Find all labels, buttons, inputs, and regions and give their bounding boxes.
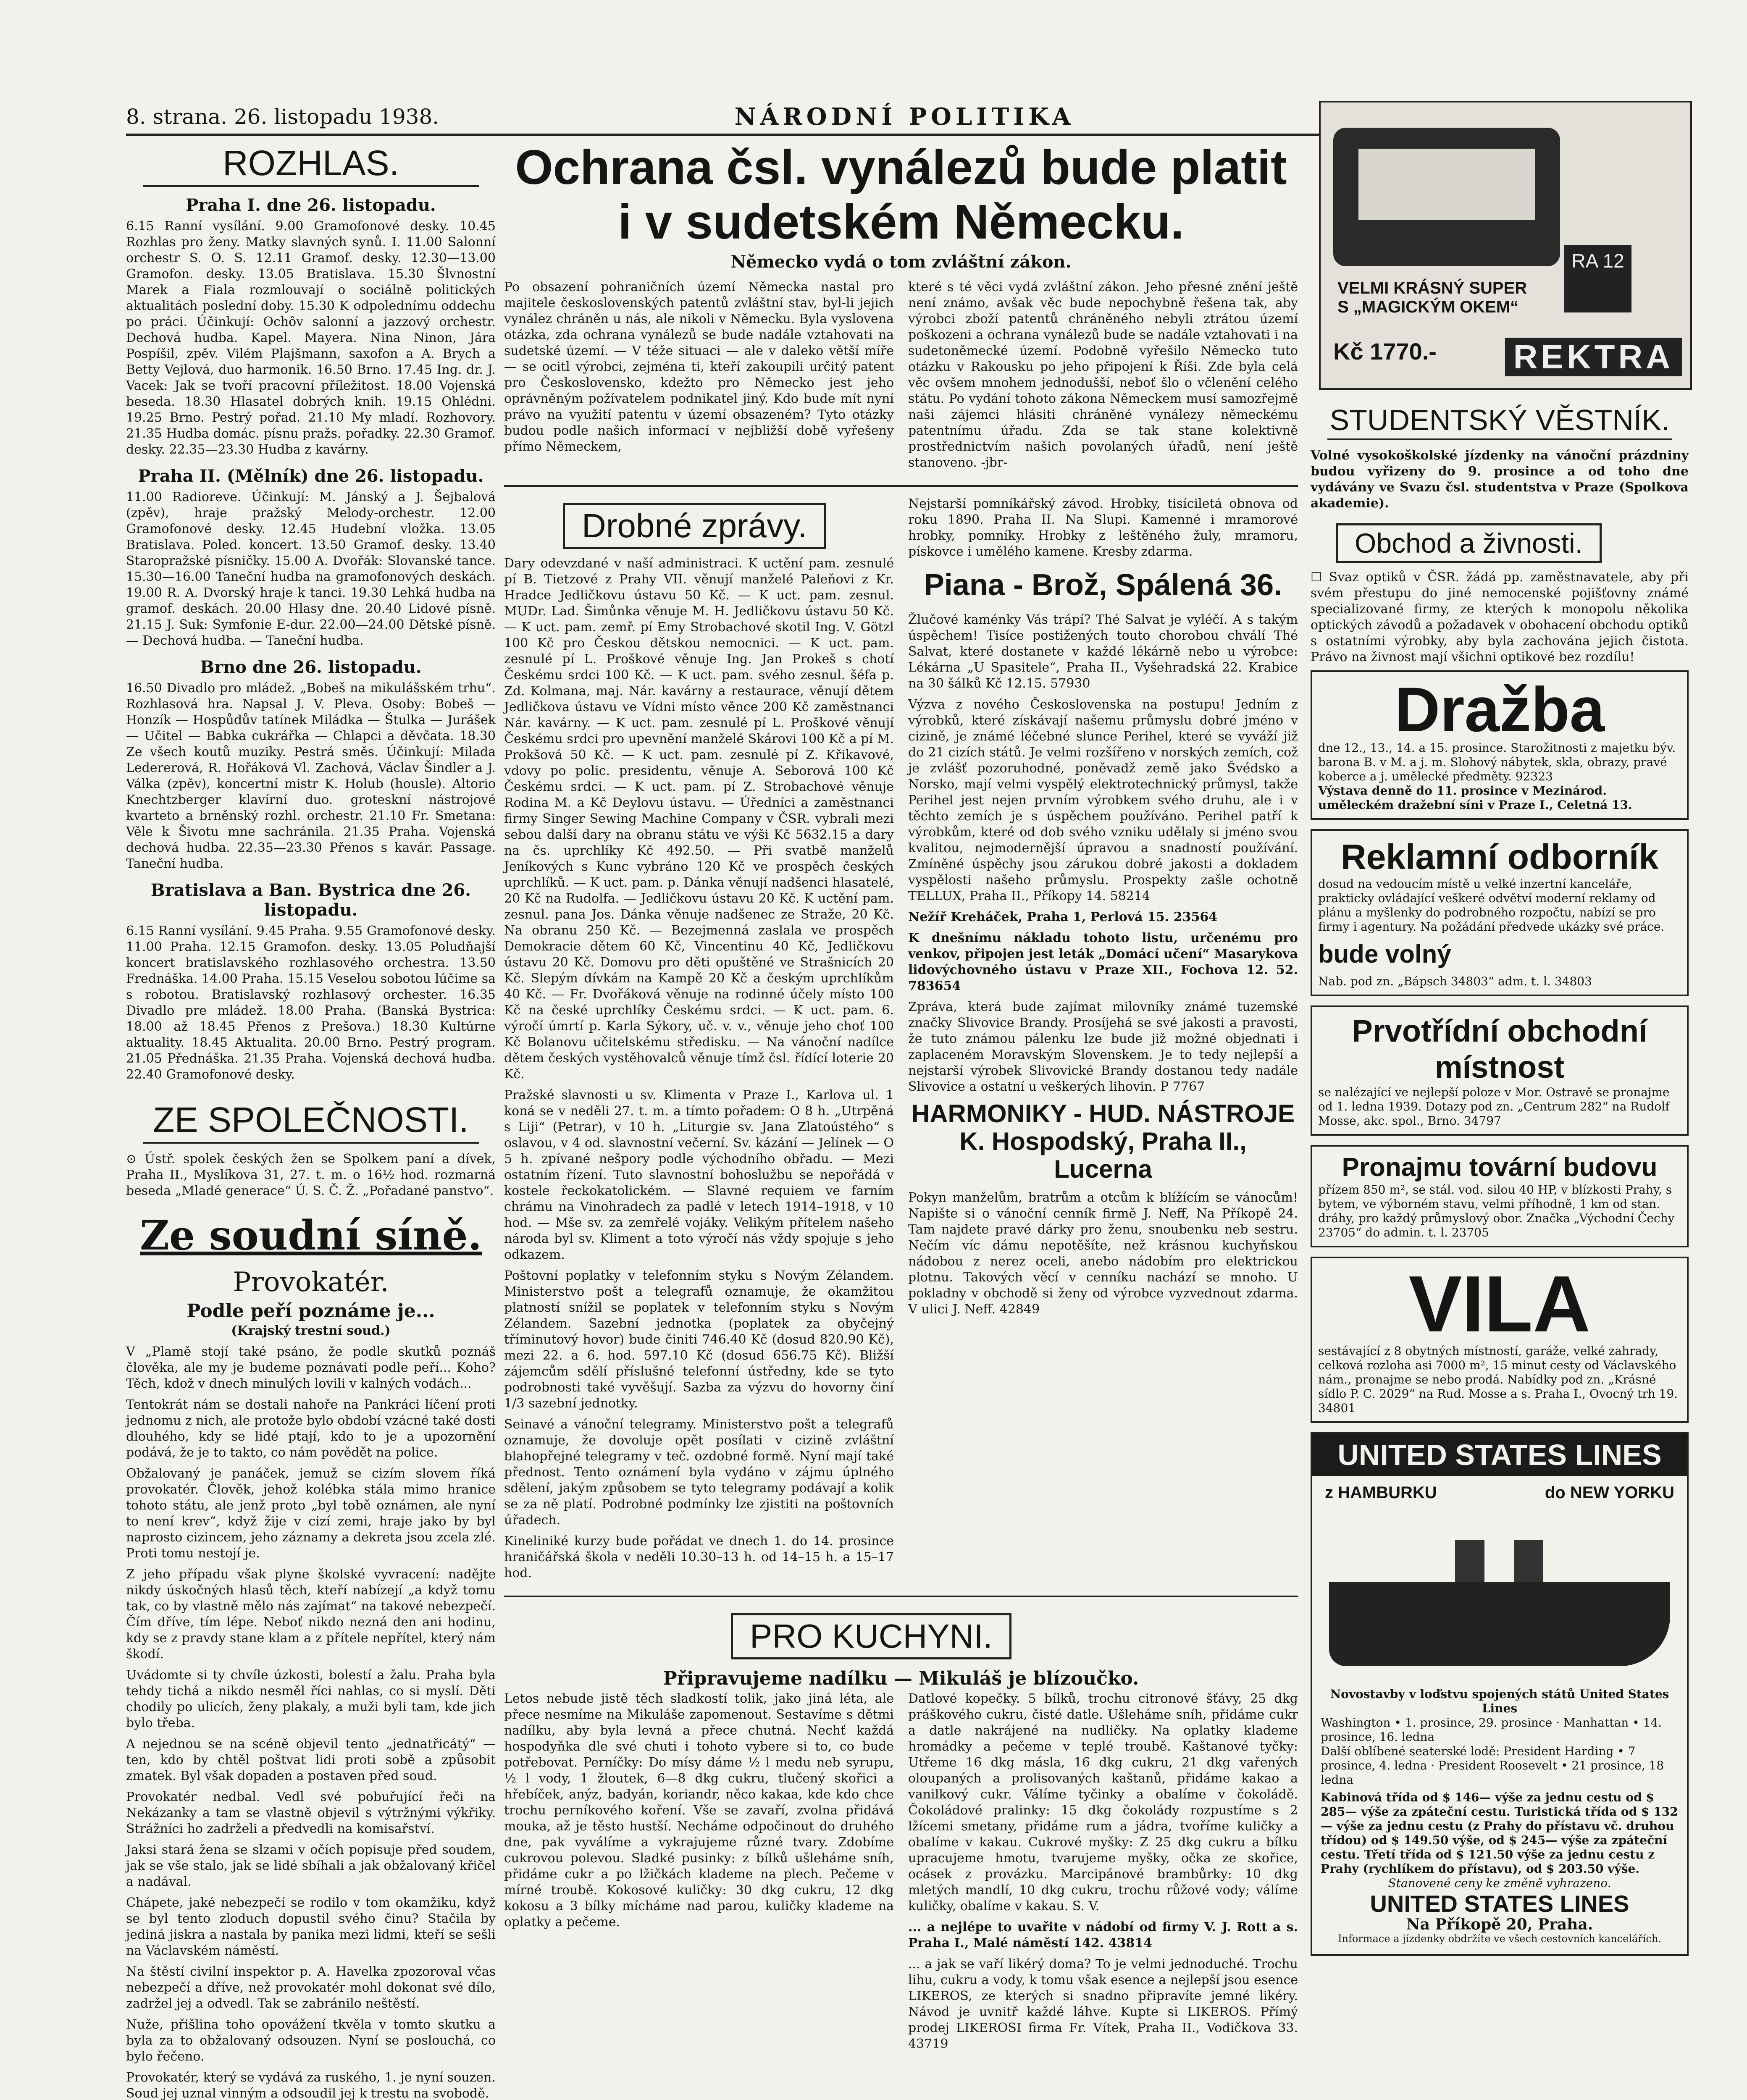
drobne-text-4: Seinavé a vánoční telegramy. Ministerstvo pošt a telegrafů oznamuje, že dovoluje opět posílati v cizině zvláštní blahopřejné telegramy v teč. ozdobné formě. Nyní mají také přednost. Tento oznámení byla vydáno v zájmu úplného sdělení, jakým způsobem se tyto telegramy podávají a kolik se za ně platí. Podrobné podmínky lze zjistiti na poštovních úřadech. bbox=[504, 1417, 894, 1528]
slivovice-ad: Zpráva, která bude zajímat milovníky známé tuzemské značky Slivovice Brandy. Prosíjehá se své jakosti a pravosti, že tuto známou pálenku lze bude již možné objednati i zaplaceném Moravským Slovenskem. Je to tedy nejlepší a nejstarší výrobek Slivovické Brandy dostanou tedy nadále Slivovice a ostatní u veškerých lihovin. P 7767 bbox=[908, 1000, 1298, 1094]
usl-note: Stanovené ceny ke změně vyhrazeno. bbox=[1388, 1876, 1611, 1890]
rozhlas-head-4: Bratislava a Ban. Bystrica dne 26. listopadu. bbox=[150, 880, 471, 920]
kuchyne-text-1: Letos nebude jistě těch sladkostí tolik, jako jiná léta, ale přece nesmíme na Mikuláše zapomenout. Sestavíme s dětmi nadílku, aby byla levná a přece chutná. Nechť každá hospodyňka dle své chuti i tohoto vybere si to, co bude potřebovat. Perníčky: Do mísy dáme ½ l medu neb syrupu, ½ l vody, 1 žloutek, 6—8 dkg cukru, tlučený skořici a hřebíček, anýz, badyán, koriandr, něco kakaa, kde kdo chce trochu perníkového koření. Vše se zavaří, zvolna přidává mouka, až je těsto hustší. Necháme odpočinout do druhého dne, pak vyválíme a vykrajujeme různé tvary. Zdobíme cukrovou polevou. Sladké pusinky: z bílků ušleháme sníh, přidáme cukr a po lžičkách klademe na plech. Pečeme v mírné troubě. Kokosové kuličky: 30 dkg cukru, 12 dkg kokosu a 3 bílky mícháme nad parou, kuličky klademe na oplatky a pečeme. bbox=[504, 1691, 894, 1929]
mistnost-ad bbox=[1311, 1005, 1689, 1136]
rozhlas-schedule bbox=[126, 195, 496, 1083]
soud-paragraph: Provokatér nedbal. Vedl své pobuřující řeči na Nekázanky a tam se vlastně objevil s výtržnými výkřiky. Strážníci ho zadrželi a předvedli na komisařství. bbox=[126, 1790, 496, 1836]
mistnost-title: Prvotřídní obchodní místnost bbox=[1352, 1013, 1647, 1084]
spolecnost-title: ZE SPOLEČNOSTI. bbox=[143, 1100, 479, 1144]
ship-hull bbox=[1329, 1582, 1670, 1666]
reklamni-contact: Nab. pod zn. „Bápsch 34803“ adm. t. l. 34803 bbox=[1318, 974, 1592, 988]
usl-route bbox=[1312, 1483, 1687, 1502]
usl-address: Na Příkopě 20, Praha. bbox=[1406, 1916, 1593, 1933]
drobne-zpravy bbox=[504, 496, 894, 1586]
tovarni-text: přízem 850 m², se stál. vod. silou 40 HP, v blízkosti Prahy, s bytem, ve výborném stavu, velmi příhodně, 1 km od stan. dráhy, pro každý průmyslový obor. Značka „Východní Čechy 23705“ do admin. t. l. 23705 bbox=[1318, 1183, 1675, 1239]
reklamni-volny: bude volný bbox=[1318, 940, 1451, 968]
vila-ad bbox=[1311, 1257, 1689, 1423]
reklamni-ad bbox=[1311, 829, 1689, 996]
drazba-title: Dražba bbox=[1394, 674, 1605, 745]
vila-title: VILA bbox=[1408, 1260, 1591, 1349]
soud-paragraph: Nuže, přišlina toho opovážení tkvěla v tomto skutku a byla za to obžalovaný odsouzen. Nyní se poslouchá, co bylo řečeno. bbox=[126, 2017, 496, 2064]
usl-to: do NEW YORKU bbox=[1545, 1483, 1674, 1502]
tovarni-ad bbox=[1311, 1145, 1689, 1247]
usl-ad bbox=[1311, 1432, 1689, 1956]
radio-ad bbox=[1319, 101, 1692, 390]
middle-column bbox=[504, 140, 1298, 2057]
student-text: Volné vysokoškolské jízdenky na vánoční prázdniny budou vyřizeny do 9. prosince a od toho dne vydávány ve Svazu čsl. studentstva v Praze (Spolkova akademie). bbox=[1311, 448, 1689, 511]
usl-ships-2: Další oblíbené seaterské lodě: President Harding • 7 prosince, 4. ledna · President Roosevelt • 21 prosince, 18 ledna bbox=[1321, 1744, 1664, 1787]
spolecnost-text: ⊙ Ústř. spolek českých žen se Spolkem paní a dívek, Praha II., Myslíkova 31, 27. t. m. o 16½ hod. rozmarná beseda „Mladé generace“ Ú. S. Č. Ž. „Pořadané panstvo“. bbox=[126, 1152, 496, 1198]
rozhlas-head-2: Praha II. (Mělník) dne 26. listopadu. bbox=[138, 466, 484, 486]
radio-price: Kč 1770.- bbox=[1333, 338, 1437, 365]
letak-note: K dnešnímu nákladu tohoto listu, určenému pro venkov, připojen jest leták „Domácí učení“ Masarykova lidovýchovného ústavu v Praze XII., Fochova 12. 52. 783654 bbox=[908, 931, 1298, 993]
radio-slogan bbox=[1337, 279, 1547, 317]
ship-illustration bbox=[1312, 1507, 1687, 1683]
soud-paragraph: Uvádomte si ty chvíle úzkosti, bolestí a žalu. Praha byla tehdy tichá a nikdo nesměl říci nahlas, co si myslí. Děti chodily po ulicích, ženy plakaly, a muži byli tam, kde jich bylo třeba. bbox=[126, 1668, 496, 1730]
pomniky-ad: Nejstarší pomníkářský závod. Hrobky, tisíciletá obnova od roku 1890. Praha II. Na Slupi. Kamenné i mramorové hrobky, pomníky. Hrobky z leštěného žuly, mramoru, pískovce i umělého kamene. Kresby zdarma. bbox=[908, 496, 1298, 559]
perihel-ad: Výzva z nového Československa na postupu! Jedním z výrobků, které získávají našemu průmyslu dobré jméno v cizině, je známé léčebné slunce Perihel, které se vyváží již do 21 cizích států. Je velmi rozšířeno v norských zemích, což je zvlášť pozoruhodné, poněvadž země jako Švédsko a Norsko, mají velmi vyspělý elektrotechnický průmysl, takže Perihel jest nejen prvním výrobkem svého druhu, ale i v těchto zemích je s úspěchem používáno. Perihel patří k výrobkům, které od dob svého vzniku udělaly si jméno svou kvalitou, nejmodernější úpravou a snadností používání. Zmíněné úspěchy jsou zárukou dobré jakosti a dokladem vyspělosti našeho průmyslu. Prospekty zašle ochotně TELLUX, Praha II., Příkopy 14. 58214 bbox=[908, 697, 1298, 903]
rozhlas-head-3: Brno dne 26. listopadu. bbox=[200, 657, 422, 677]
rozhlas-text-1: 6.15 Ranní vysílání. 9.00 Gramofonové desky. 10.45 Rozhlas pro ženy. Matky slavných synů. I. 11.00 Salonní orchestr S. O. S. 12.11 Gramof. desky. 12.30—13.00 Gramofon. desky. 13.05 Bratislava. 15.30 Šlvnostní Marek a Fiala rozmlouvají o sociálně politických aktualitách poslední doby. 15.30 K odpolednímu oddechu po práci. Účinkují: Ochôv salonní a jazzový orchestr. Dechová hudba. Kapel. Mayera. Nina Ninon, Jára Pospíšil, zpěv. Vilém Plajšmann, saxofon a A. Brych a Betty Vejlová, duo harmonik. 16.50 Brno. 17.45 Ing. dr. J. Vacek: Jak se tvoří pracovní příležitost. 18.00 Vojenská beseda. 18.30 Hlasatel dobrých knih. 19.15 Ohlédni. 19.25 Brno. Pestrý pořad. 21.10 My mladí. Rozhovory. 21.35 Hudba domác. písnu pražs. pořadky. 22.30 Gramof. desky. 22.35—23.30 Hudba z kavárny. bbox=[126, 219, 496, 457]
patent-text-1: Po obsazení pohraničních území Německa nastal pro majitele československých patentů zvláštní stav, byl-li jejich vynález chráněn u nás, ale nikoli v Německu. Byla vyslovena otázka, zda ochrana vynálezů se bude nadále vztahovati na sudetské území. — V téže situaci — ale v daleko větší míře — se ocitl výrobci, zejména ti, kteří zakoupili určitý patent pro Československo, kdežto pro Německo jest jeho oprávněným požívatelem podnikatel jiný. Kdo bude mít nyní právo na využití patentu v území obsazeném? Tyto otázky budou podle našich informací v nejbližší době vyřešeny přímo Německem, bbox=[504, 280, 894, 454]
newspaper-title: NÁRODNÍ POLITIKA bbox=[734, 103, 1075, 131]
right-column bbox=[1311, 403, 1689, 1965]
patent-text-2: které s té věci vydá zvláštní zákon. Jeho přesné znění ještě není známo, avšak věc bude nepochybně řešena tak, aby výrobci zboží patentů chráněného nebyli ztrátou území poškozeni a ochrana vynálezů bude se nadále vztahovati i na sudetoněmecké území. Podobně vyřešilo Německo tuto otázku v Rakousku po jeho připojení k Říši. Zde byla celá věc ovšem mnohem jednodušší, neboť šlo o včlenění celého státu. Po vydání tohoto zákona Německem musí samozřejmě naši zájemci hlásiti chráněné vynálezy německému patentnímu úřadu. Zda se tak stane kolektivně prostřednictvím našich povolaných úřadů, není ještě stanoveno. -jbr- bbox=[908, 280, 1298, 470]
rozhlas-head-1: Praha I. dne 26. listopadu. bbox=[186, 195, 436, 215]
soud-paragraph: V „Plamě stojí také psáno, že podle skutků poznáš člověka, ale my je budeme poznávati podle peří... Koho? Těch, kdož v dnech minulých lovili v kalných vodách... bbox=[126, 1344, 496, 1391]
tovarni-title: Pronajmu tovární budovu bbox=[1342, 1153, 1658, 1182]
patent-headline-1: Ochrana čsl. vynálezů bude platit bbox=[515, 140, 1287, 194]
drobne-title: Drobné zprávy. bbox=[563, 503, 826, 549]
usl-ships: Washington • 1. prosince, 29. prosince · Manhattan • 14. prosince, 16. ledna bbox=[1321, 1716, 1662, 1744]
rozhlas-text-4: 6.15 Ranní vysílání. 9.45 Praha. 9.55 Gramofonové desky. 11.00 Praha. 12.15 Gramofon. desky. 13.05 Poludňajší koncert bratislavského rozhlasového orchestra. 13.50 Frednáška. 14.00 Praha. 15.15 Veselou sobotou lúčime sa s robotou. Bratislavský rozhlasový orchester. 16.35 Divadlo pre mládež. 18.00 Praha. (Banská Bystrica: 18.00 až 18.45 Přenos z Prešova.) 18.30 Kultúrne aktuality. 18.45 Aktualita. 20.00 Brno. Pestrý program. 21.05 Přednáška. 21.35 Praha. Vojenská dechová hudba. 22.40 Gramofonové desky. bbox=[126, 924, 496, 1082]
usl-from: z HAMBURKU bbox=[1325, 1483, 1437, 1502]
news-and-ads bbox=[504, 496, 1298, 1586]
patent-article bbox=[504, 279, 1298, 476]
radio-illustration bbox=[1333, 128, 1560, 266]
ship-funnel bbox=[1455, 1540, 1484, 1586]
radio-dial bbox=[1358, 149, 1535, 220]
soud-court: (Krajský trestní soud.) bbox=[231, 1323, 391, 1338]
reklamni-text: dosud na vedoucím místě u velké inzertní kanceláře, prakticky ovládající veškeré odvětví moderní reklamy od plánu a myšlenky do podrobného rozpočtu, nabízí se pro firmy i agentury. Na požádání předvede ukázky své práce. bbox=[1318, 877, 1665, 934]
salvat-ad: Žlučové kaménky Vás trápí? Thé Salvat je vyléčí. A s takým úspěchem! Tisíce postižených touto chorobou chválí Thé Salvat, které dostanete v každé lékárně nebo u výrobce: Lékárna „U Spasitele“, Praha II., Vyšehradská 22. Krabice na 30 šálků Kč 12.15. 57930 bbox=[908, 612, 1298, 691]
rozhlas-text-2: 11.00 Radioreve. Účinkují: M. Jánský a J. Šejbalová (zpěv), hraje pražský Melody-orchestr. 12.00 Gramofonové desky. 12.45 Hudební vložka. 13.05 Bratislava. Poled. koncert. 13.50 Gramof. desky. 13.40 Staropražské písničky. 15.00 A. Dvořák: Slovanské tance. 15.30—16.00 Taneční hudba na gramofonových deskách. 19.00 R. A. Dvorský hraje k tanci. 19.30 Lehká hudba na gramof. deskách. 20.00 Hlasy dne. 20.40 Lidové písně. 21.15 J. Suk: Symfonie E-dur. 22.00—24.00 Dětské písně. — Dechová hudba. — Taneční hudba. bbox=[126, 490, 496, 648]
drazba-ad bbox=[1311, 670, 1689, 820]
divider bbox=[504, 485, 1298, 487]
soud-paragraph: Chápete, jaké nebezpečí se rodilo v tom okamžiku, když se byl tento zloduch dopustil svého činu? Stačila by jediná jiskra a nastala by panika mezi lidmi, kteří se sešli na Václavském náměstí. bbox=[126, 1895, 496, 1958]
middle-ads bbox=[908, 496, 1298, 1586]
obchod-title: Obchod a živnosti. bbox=[1336, 523, 1602, 563]
likeros-ad: ... a jak se vaří likérý doma? To je velmi jednoduché. Trochu lihu, cukru a vody, k tomu však esence a nejlepší jsou esence LIKEROS, ze kterých si snadno připravíte jemné likéry. Návod je uvnitř každé láhve. Kupte si LIKEROS. Přímý prodej LIKEROSI firma Fr. Vítek, Praha II., Vodičkova 33. 43719 bbox=[908, 1957, 1298, 2051]
page-date: 8. strana. 26. listopadu 1938. bbox=[126, 105, 439, 129]
kuchyne-text-2: Datlové kopečky. 5 bílků, trochu citronové šťávy, 25 dkg práškového cukru, čisté datle. Ušleháme sníh, přidáme cukr a datle nakrájené na nudličky. Na oplatky klademe hromádky a pečeme v teplé troubě. Kaštanové tyčky: Utřeme 16 dkg másla, 16 dkg cukru, 21 dkg vařených oloupaných a prolisovaných kaštanů, přidáme kakao a vanilkový cukr. Válíme tyčinky a obalíme v čokoládě. Čokoládové pralinky: 15 dkg čokolády rozpustíme s 2 lžícemi smetany, přidáme rum a jádra, tvoříme kuličky a obalíme v kakau. Cukrové myšky: Z 25 dkg cukru a bílku upracujeme hmotu, tvarujeme myšky, očka ze skořice, ocásek z provázku. Marcipánové brambůrky: 10 dkg mletých mandlí, 10 dkg cukru, trochu růžové vody; válíme kuličky, obalíme v kakau. S. V. bbox=[908, 1691, 1298, 1914]
usl-footnote: Informace a jízdenky obdržíte ve všech cestovních kancelářích. bbox=[1338, 1933, 1661, 1945]
kuchyne-subtitle: Připravujeme nadílku — Mikuláš je blízoučko. bbox=[663, 1668, 1139, 1689]
drobne-text-3: Poštovní poplatky v telefonním styku s Novým Zélandem. Ministerstvo pošt a telegrafů oznamuje, že okamžitou platností snížil se poplatek v telefonním styku s Novým Zélandem. Sazební jednotka (poplatek za obyčejný tříminutový hovor) bude činiti 746.40 Kč (dosud 820.90 Kč), mezi 22. a 6. hod. 597.10 Kč (dosud 656.75 Kč). Bližší zájemcům sdělí příslušné telefonní ústředny, kde se tyto podrobnosti také vyvěšují. Sazba za výzvu do hovorny činí 1/3 sazební jednotky. bbox=[504, 1268, 894, 1411]
neff-ad: Pokyn manželům, bratrům a otcům k blížícím se vánocům! Napište si o vánoční cenník firmě J. Neff, Na Příkopě 24. Tam najdete pravé dárky pro ženu, snoubenku neb sestru. Nečím víc dámu nepotěšíte, než krásnou kuchyňskou nádobou z nerez oceli, anebo nádobím pro elektrickou plotnu. Takových věcí v cenníku nachází se mnoho. U pokladny v obchodě si ženy od výrobce vyzvednout zdarma. V ulici J. Neff. 42849 bbox=[908, 1190, 1298, 1317]
piano-ad-title: Piana - Brož, Spálená 36. bbox=[924, 568, 1282, 602]
drazba-note: Výstava denně do 11. prosince v Mezinárod. uměleckém dražební síni v Praze I., Celetná 13. bbox=[1318, 784, 1632, 812]
usl-footer: UNITED STATES LINES bbox=[1370, 1890, 1629, 1917]
left-column bbox=[126, 143, 496, 2100]
drobne-text-5: Kineliniké kurzy bude pořádat ve dnech 1. do 14. prosince hraničářská škola v neděli 10.30–13 h. od 14–15 h. a 15–17 hod. bbox=[504, 1534, 894, 1580]
radio-model-badge: RA 12 bbox=[1564, 245, 1631, 312]
soud-article-body bbox=[126, 1344, 496, 2100]
radio-brand: REKTRA bbox=[1505, 338, 1682, 376]
drobne-text-1: Dary odevzdané v naší administraci. K uctění pam. zesnulé pí B. Tietzové z Prahy VII. věnují manželé Paleňovi z Kr. Hradce Jedličkovu ústavu 50 Kč. — K uct. pam. zesnul. MUDr. Lad. Šimůnka věnuje M. H. Jedličkovu ústavu 50 Kč. — K uct. pam. zemř. pí Emy Strobachové skotil Ing. V. Götzl 100 Kč pro Českou dětskou nemocnici. — K uct. pam. zesnulé pí L. Proškové věnuje Ing. Jan Prokeš s chotí Českému srdci 100 Kč. — K uct. pam. svého zesnul. šéfa p. Zd. Kolmana, maj. Nár. kavárny a restaurace, věnují dětem Jedličkova ústavu ve Vídni místo věnce 200 Kč zaměstnanci Nár. kavárny. — K uct. pam. zesnulé pí L. Proškové věnují Českému srdci pro upevnění manželé Skárovi 100 Kč a pí M. Prokšová 50 Kč. — K uct. pam. zesnulé pí Z. Křikavové, vdovy po polic. presidentu, věnuje A. Seborová 100 Kč Českému srdci. — K uct. pam. pí Z. Strobachové věnuje Rodina M. a Kč Deylovu ústavu. — Úředníci a zaměstnanci firmy Singer Sewing Machine Company v ČSR. vybrali mezi sebou další dary na obranu státu ve výši Kč 5632.15 a dary na čs. uprchlíky Kč 492.50. — Při svatbě manželů Jeníkových s Kunc vybráno 120 Kč ve prospěch českých uprchlíků. — K uct. pam. p. Dánka věnují nadšenci hlasatelé, 20 Kč na Rudolfa. — Jedličkovu ústavu 20 Kč. K uctění pam. zesnul. pana Jos. Dánka věnuje nadšenec ze Straže, 20 Kč. Na obranu 250 Kč. — Bezejmenná zaslala ve prospěch Demokracie dětem 60 Kč, Vincentinu 40 Kč, Jedličkovu ústavu 20 Kč. Domovu pro děti opuštěné ve Strašnicích 20 Kč. Slepým dívkám na Kampě 20 Kč a českým uprchlíkům 40 Kč. — Fr. Dvořáková věnuje na rodinné účely místo 100 Kč na české uprchlíky Českému srdci. — K uct. pam. 6. výročí úmrtí p. Karla Sýkory, uč. v. v., věnuje jeho choť 100 Kč Bolanovu učitelskému středisku. — Na vánoční nadílce dětem českých vystěhovalců věnuje tímž čsl. řídící loterie 20 Kč. bbox=[504, 556, 894, 1082]
divider bbox=[504, 1596, 1298, 1597]
soud-paragraph: Provokatér, který se vydává za ruského, 1. je nyní souzen. Soud jej uznal vinným a odsoudil jej k trestu na svobodě. bbox=[126, 2070, 496, 2100]
rozhlas-text-3: 16.50 Divadlo pro mládež. „Bobeš na mikulášském trhu“. Rozhlasová hra. Napsal J. V. Pleva. Osoby: Bobeš — Honzík — Hospůdův tatínek Miládka — Štulka — Jurášek — Učitel — Babka cukrářka — Chlapci a děvčata. 18.30 Ze všech koutů muziky. Pestrá směs. Účinkují: Milada Ledererová, R. Hořáková Vl. Zachová, Václav Šindler a J. Válka (zpěv), koncertní mistr K. Holub (housle). Altorio Knechtzberger klavírní duo. groteskní nástrojové kvarteto a brněnský rozhl. orchestr. 21.10 Fr. Smetana: Věle k Šivotu mne sachránila. 21.35 Praha. Vojenská dechová hudba. 22.35—23.30 Přenos s kavár. Passage. Taneční hudba. bbox=[126, 681, 496, 871]
drobne-text-2: Pražské slavnosti u sv. Klimenta v Praze I., Karlova ul. 1 koná se v neděli 27. t. m. a tímto pořadem: O 8 h. „Utrpěná s Liji“ (Petrar), v 10 h. „Liturgie sv. Jana Zlatoústého“ s oslavou, v 4 od. slavnostní večerní. Sv. kázání — Jelínek — O 5 h. zpívané nešpory podle východního obřadu. — Mezi ostatním řízení. Tuto slavnostní bohoslužbu se nepořádá v kostele řeckokatolickém. — Slavné requiem ve farním chrámu na Vinohradech za padlé v letech 1914–1918, v 10 hod. — Mše sv. za zemřelé vojáky. Velikým přítelem našeho národa byl sv. Kliment a toto výročí nás vždy spojuje s jeho odkazem. bbox=[504, 1088, 894, 1262]
rott-ad: ... a nejlépe to uvařite v nádobí od firmy V. J. Rott a s. Praha I., Malé náměstí 142. 43814 bbox=[908, 1920, 1298, 1950]
soud-paragraph: Na štěstí civilní inspektor p. A. Havelka zpozoroval včas nebezpečí a dříve, než provokatér mohl dokonat své dílo, zadržel jej a odvedl. Tak se zabránilo neštěstí. bbox=[126, 1964, 496, 2011]
soud-paragraph: Jaksi stará žena se slzami v očích popisuje před soudem, jak se vše stalo, jak se lidé sbíhali a jak obžalovaný křičel a nadával. bbox=[126, 1843, 496, 1889]
usl-title: UNITED STATES LINES bbox=[1312, 1434, 1687, 1476]
soud-paragraph: Tentokrát nám se dostali nahoře na Pankráci líčení proti jednomu z nich, ale protože bylo období vzácné také dosti dlouhého, kdy se lidé ptají, kdo to je a upozornění podává, že je to takto, co nám povědět na police. bbox=[126, 1397, 496, 1460]
harmoniky-ad-title: HARMONIKY - HUD. NÁSTROJE K. Hospodský, Praha II., Lucerna bbox=[911, 1100, 1295, 1183]
kuchyne-title: PRO KUCHYNI. bbox=[731, 1613, 1011, 1659]
soud-article-title: Provokatér. bbox=[233, 1267, 389, 1298]
rozhlas-title: ROZHLAS. bbox=[143, 143, 479, 187]
obchod-text: ☐ Svaz optiků v ČSR. žádá pp. zaměstnavatele, aby při svém přestupu do jiné nemocenské pojišťovny známé specializované firmy, ze kterých k monopolu několika optických závodů a požadavek v obohacení obchodu optiků s ostatními výrobky, aby byla zachována jejich čistota. Právo na živnost mají všichni optikové bez rozdílu! bbox=[1311, 570, 1689, 664]
drazba-text: dne 12., 13., 14. a 15. prosince. Starožitnosti z majetku býv. barona B. v M. a j. m. Slohový nábytek, skla, obrazy, pravé koberce a j. umělecké předměty. 92323 bbox=[1318, 741, 1676, 783]
vila-text: sestávající z 8 obytných místností, garáže, velké zahrady, celková rozloha asi 7000 m², 15 minut cesty od Václavského nám., pronajme se nebo prodá. Nabídky pod zn. „Krásné sídlo P. C. 2029“ na Rud. Mosse a s. Praha I., Ovocný trh 19. 34801 bbox=[1318, 1344, 1678, 1415]
radio-slogan-1: VELMI KRÁSNÝ SUPER bbox=[1337, 279, 1527, 297]
krehacek-ad: Nežíř Kreháček, Praha 1, Perlová 15. 23564 bbox=[908, 910, 1218, 924]
student-title: STUDENTSKÝ VĚSTNÍK. bbox=[1327, 403, 1672, 440]
kuchyne-article bbox=[504, 1691, 1298, 2057]
soud-section-title: Ze soudní síně. bbox=[139, 1212, 482, 1259]
usl-tag: Novostavby v loďstvu spojených států United States Lines bbox=[1330, 1687, 1669, 1715]
soud-paragraph: A nejednou se na scéně objevil tento „jednatřicátý“ — ten, kdo by chtěl poštvat lidi proti sobě a způsobit zmatek. Byl však dopaden a postaven před soud. bbox=[126, 1737, 496, 1783]
soud-paragraph: Obžalovaný je panáček, jemuž se cizím slovem říká provokatér. Člověk, jehož kolébka stála mimo hranice tohoto státu, ale jenž proto „byl tobě oznámen, ale nyní to není krev“, když žije v cizí zemi, hraje jako by byl naprosto cizincem, jeho záznamy a dekreta jsou zcela zlé. Proti tomu nestojí je. bbox=[126, 1466, 496, 1561]
ship-funnel bbox=[1514, 1540, 1543, 1586]
reklamni-title: Reklamní odborník bbox=[1340, 837, 1659, 877]
mistnost-text: se nalézající ve nejlepší poloze v Mor. Ostravě se pronajme od 1. ledna 1939. Dotazy pod zn. „Centrum 282“ na Rudolf Mosse, akc. spol., Brno. 34797 bbox=[1318, 1085, 1670, 1128]
usl-fares: Kabinová třída od $ 146— výše za jednu cestu od $ 285— výše za zpáteční cestu. Turistická třída od $ 132— výše za jednu cestu (z Prahy do přístavu vč. druhou třídou) od $ 149.50 výše, od $ 245— výše za zpáteční cestu. Třetí třída od $ 121.50 výše za jednu cestu z Prahy (rychlíkem do přístavu), od $ 203.50 výše. bbox=[1321, 1790, 1678, 1876]
soud-article-subtitle: Podle peří poznáme je... bbox=[187, 1300, 435, 1322]
patent-deck: Německo vydá o tom zvláštní zákon. bbox=[730, 252, 1072, 272]
soud-paragraph: Z jeho případu však plyne školské vyvracení: nadějte nikdy úskočných hlasů těch, kteří nabízejí „a když tomu tak, co by vlastně mělo nás zajímat“ na takové nebezpečí. Čím dříve, tím lépe. Neboť nikdo nezná den ani hodinu, kdy se z pravdy stane klam a z přítele nepřítel, který nám škodí. bbox=[126, 1567, 496, 1662]
patent-headline-2: i v sudetském Německu. bbox=[618, 194, 1184, 249]
radio-slogan-2: S „MAGICKÝM OKEM“ bbox=[1337, 298, 1519, 316]
